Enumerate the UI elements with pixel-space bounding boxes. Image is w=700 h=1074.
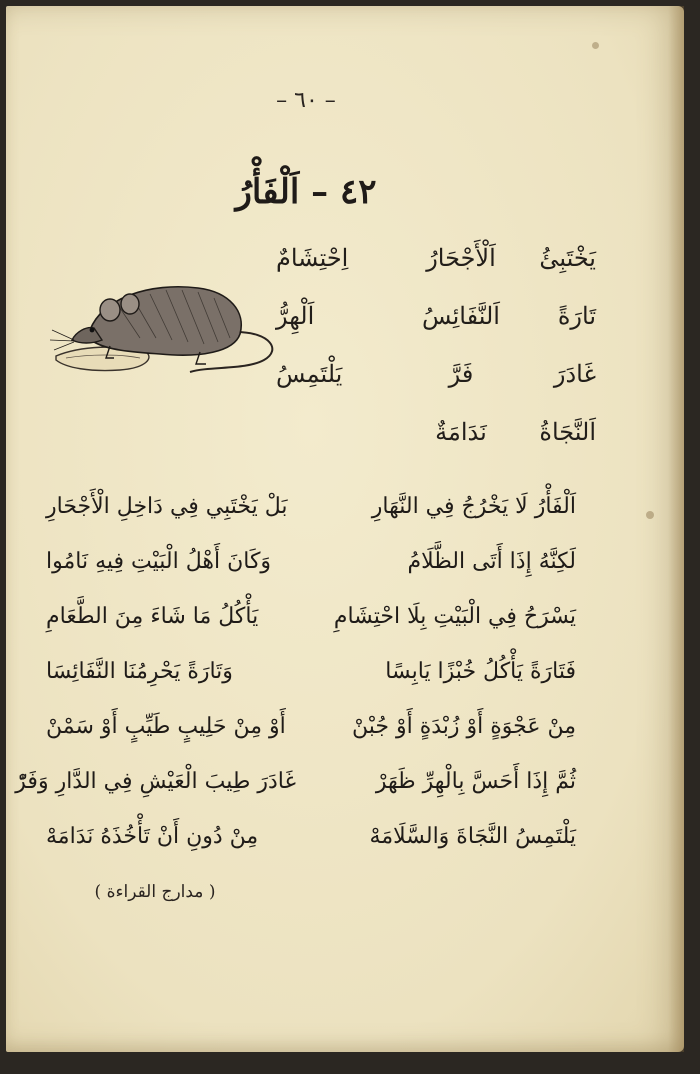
- vocabulary-word: نَدَامَةٌ: [435, 418, 487, 446]
- vocabulary-word: اَلْهِرُّ: [276, 302, 315, 330]
- poem-verse: [46, 714, 576, 769]
- page-number: – ٦٠ –: [276, 88, 336, 113]
- vocabulary-row: [276, 418, 596, 476]
- vocabulary-word: يَلْتَمِسُ: [276, 360, 343, 388]
- page-edge-shadow: [668, 6, 684, 1052]
- poem-second-hemistich: وَكَانَ أَهْلُ الْبَيْتِ فِيهِ نَامُوا: [46, 549, 272, 574]
- vocabulary-word: تَارَةً: [557, 302, 596, 330]
- poem-second-hemistich: بَلْ يَخْتَبِي فِي دَاخِلِ الْأَجْحَارِ: [46, 494, 288, 519]
- poem-first-hemistich: لَكِنَّهُ إِذَا أَتَى الظَّلَامُ: [407, 549, 576, 574]
- vocabulary-row: [276, 244, 596, 302]
- poem-first-hemistich: يَلْتَمِسُ النَّجَاةَ وَالسَّلَامَهْ: [369, 824, 576, 849]
- vocabulary-word: اَلنَّجَاةُ: [539, 418, 596, 446]
- poem-second-hemistich: أَوْ مِنْ حَلِيبٍ طَيِّبٍ أَوْ سَمْنْ: [46, 714, 286, 739]
- ink-spot: [646, 511, 654, 519]
- ink-spot: [592, 42, 599, 49]
- vocabulary-row: [276, 302, 596, 360]
- vocabulary-row: [276, 360, 596, 418]
- vocabulary-word: يَخْتَبِئُ: [539, 244, 596, 272]
- poem-second-hemistich: غَادَرَ طِيبَ الْعَيْشِ فِي الدَّارِ وَفَرّْ: [15, 769, 296, 794]
- poem-second-hemistich: يَأْكُلُ مَا شَاءَ مِنَ الطَّعَامِ: [46, 604, 259, 629]
- poem-verse: [46, 494, 576, 549]
- vocabulary-list: [276, 244, 596, 476]
- vocabulary-word: اَلْأَجْحَارُ: [426, 244, 496, 272]
- vocabulary-word: [276, 418, 396, 476]
- vocabulary-word: اِحْتِشَامٌ: [276, 244, 349, 272]
- poem-first-hemistich: ثُمَّ إِذَا أَحَسَّ بِالْهِرِّ ظَهَرْ: [375, 769, 576, 794]
- poem-first-hemistich: فَتَارَةً يَأْكُلُ خُبْزًا يَابِسًا: [385, 659, 576, 684]
- poem-first-hemistich: مِنْ عَجْوَةٍ أَوْ زُبْدَةٍ أَوْ جُبْنْ: [352, 714, 576, 739]
- mouse-icon: [50, 268, 286, 386]
- vocabulary-word: اَلنَّفَائِسُ: [422, 302, 500, 330]
- poem-first-hemistich: اَلْفَأْرُ لَا يَخْرُجُ فِي النَّهَارِ: [371, 494, 576, 519]
- source-citation: ( مدارج القراءة ): [94, 882, 216, 902]
- vocabulary-word: غَادَرَ: [553, 360, 596, 388]
- poem-second-hemistich: مِنْ دُونِ أَنْ تَأْخُذَهُ نَدَامَهْ: [46, 824, 259, 849]
- poem-verse: [15, 769, 576, 824]
- page-title: ٤٢ – اَلْفَأْرُ: [235, 172, 377, 212]
- poem-second-hemistich: وَتَارَةً يَحْرِمُنَا النَّفَائِسَا: [46, 659, 233, 684]
- vocabulary-word: فَرَّ: [448, 360, 474, 388]
- poem-verse: [46, 824, 576, 879]
- poem-verse: [46, 604, 576, 659]
- book-page: [6, 6, 684, 1052]
- poem-verse: [46, 659, 576, 714]
- poem-first-hemistich: يَسْرَحُ فِي الْبَيْتِ بِلَا احْتِشَامِ: [333, 604, 576, 629]
- poem-verse: [46, 549, 576, 604]
- poem: [15, 494, 576, 879]
